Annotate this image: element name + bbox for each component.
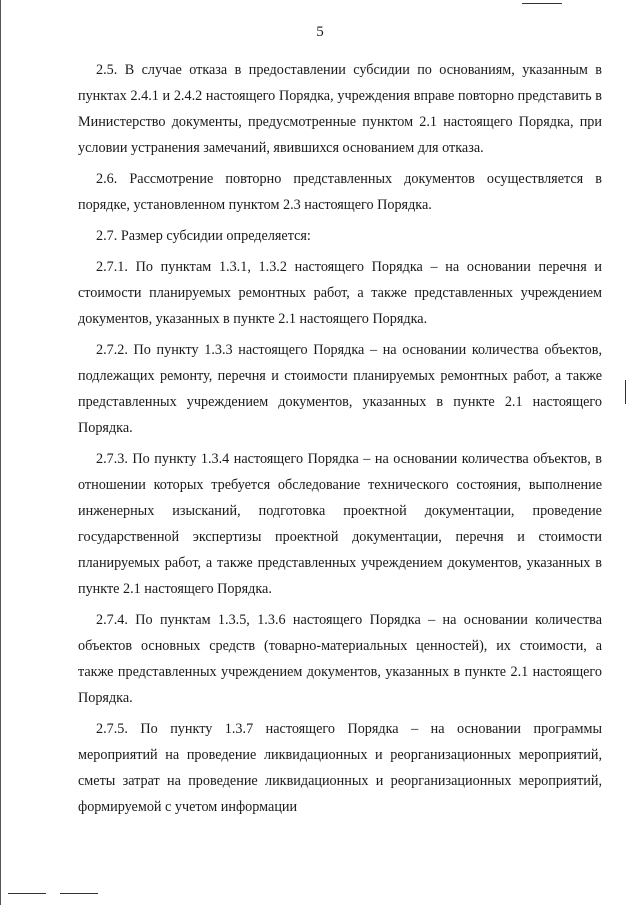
scan-edge-mark [522,3,562,4]
paragraph-2-7-4: 2.7.4. По пунктам 1.3.5, 1.3.6 настоящего Порядка – на основании количества объектов основных средств (товарно-материальных ценностей), их стоимости, а также представленных учреждением документов, указанных в пункте 2.1 настоящего Порядка. [78,612,602,706]
paragraph-2-5: 2.5. В случае отказа в предоставлении субсидии по основаниям, указанным в пунктах 2.4.1 и 2.4.2 настоящего Порядка, учреждения вправе повторно представить в Министерство документы, предусмотренные пунктом 2.1 настоящего Порядка, при условии устранения замечаний, явившихся основанием для отказа. [78,62,602,156]
paragraph-2-6: 2.6. Рассмотрение повторно представленных документов осуществляется в порядке, установленном пунктом 2.3 настоящего Порядка. [78,171,602,213]
paragraph-2-7-3: 2.7.3. По пункту 1.3.4 настоящего Порядка – на основании количества объектов, в отношении которых требуется обследование технического состояния, выполнение инженерных изысканий, подготовка проектной документации, проведение государственной экспертизы проектной документации, перечня и стоимости планируемых работ, а также представленных учреждением документов, указанных в пункте 2.1 настоящего Порядка. [78,451,602,597]
paragraph-2-7-2: 2.7.2. По пункту 1.3.3 настоящего Порядка – на основании количества объектов, подлежащих ремонту, перечня и стоимости планируемых ремонтных работ, а также представленных учреждением документов, указанных в пункте 2.1 настоящего Порядка. [78,342,602,436]
paragraph-2-7: 2.7. Размер субсидии определяется: [96,228,311,244]
scan-bottom-mark [60,893,98,894]
paragraph-2-7-1: 2.7.1. По пунктам 1.3.1, 1.3.2 настоящего Порядка – на основании перечня и стоимости планируемых ремонтных работ, а также представленных учреждением документов, указанных в пункте 2.1 настоящего Порядка. [78,259,602,327]
scan-left-border [0,0,1,905]
scan-side-mark [625,380,626,404]
scan-bottom-mark [8,893,46,894]
paragraph-2-7-5: 2.7.5. По пункту 1.3.7 настоящего Порядка – на основании программы мероприятий на проведение ликвидационных и реорганизационных мероприятий, сметы затрат на проведение ликвидационных и реорганизационных мероприятий, формируемой с учетом информации [78,721,602,815]
document-body [78,57,602,825]
page-number: 5 [316,24,324,40]
